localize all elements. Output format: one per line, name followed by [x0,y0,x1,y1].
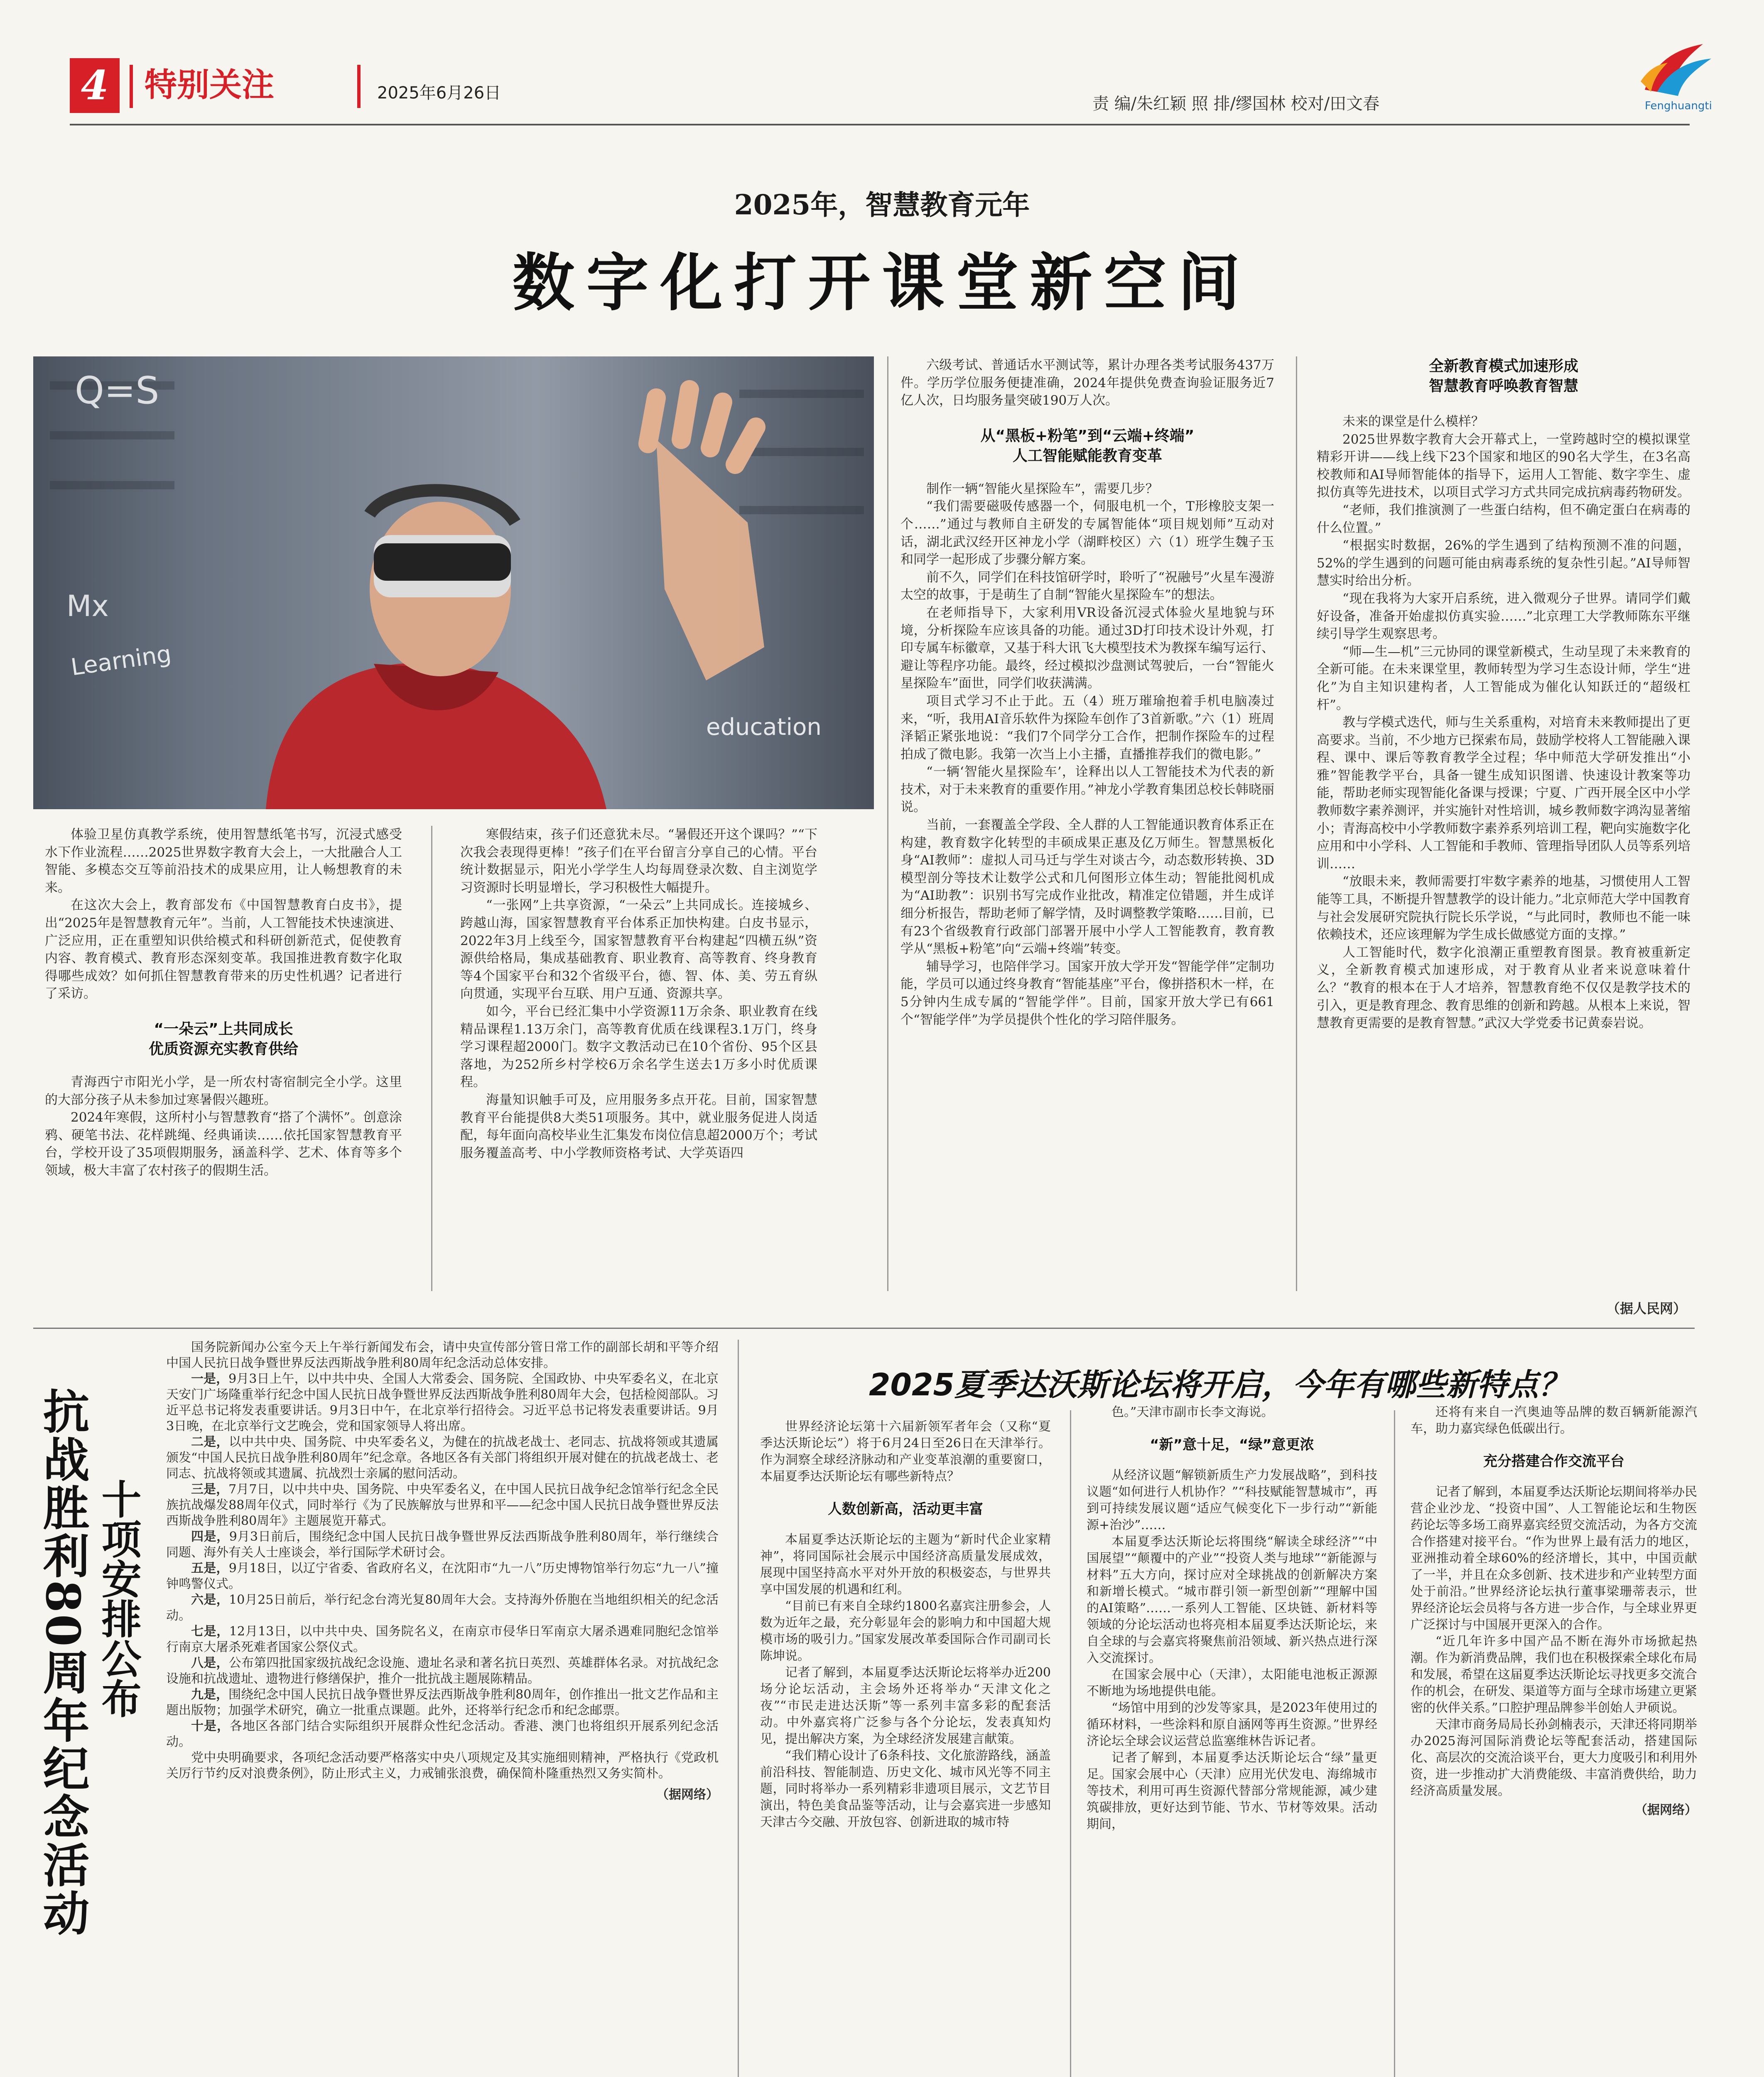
paragraph: “目前已有来自全球约1800名嘉宾注册参会，人数为近年之最，充分彰显年会的影响力和中国超大规模市场的吸引力。”国家发展改革委国际合作司副司长陈坤说。 [760,1599,1051,1663]
paragraph: 2025世界数字教育大会开幕式上，一堂跨越时空的模拟课堂精彩开讲——线上线下23个国家和地区的90名大学生，在3名高校教师和AI导师智能体的指导下，运用人工智能、数字孪生、虚拟仿真等先进技术，以项目式学习方式共同完成抗病毒药物研发。 [1317,432,1690,500]
subheading: “新”意十足，“绿”意更浓 [1150,1436,1314,1453]
paragraph: 记者了解到，本届夏季达沃斯论坛期间将举办民营企业沙龙、“投资中国”、人工智能论坛和生物医药论坛等多场工商界嘉宾经贸交流活动，为各方交流合作搭建对接平台。“作为世界上最有活力的地区，亚洲推动着全球60%的经济增长，其中，中国贡献了一半，并且在众多创新、技术进步和产业转型方面处于前沿。”世界经济论坛执行董事梁珊蒂表示，世界经济论坛会员将与各方进一步合作，与全球业界更广泛探讨与中国展开更深入的合作。 [1411,1485,1697,1632]
item-label: 九是， [191,1687,229,1702]
logo-text: Fenghuangti [1645,100,1712,112]
paragraph: 六级考试、普通话水平测试等，累计办理各类考试服务437万件。学历学位服务便捷准确，2024年提供免费查询验证服务近7亿人次，日均服务量突破190万人次。 [900,358,1274,408]
paragraph: 世界经济论坛第十六届新领军者年会（又称“夏季达沃斯论坛”）将于6月24日至26日在天津举行。作为洞察全球经济脉动和产业变革浪潮的重要窗口，本届夏季达沃斯论坛有哪些新特点？ [760,1419,1051,1484]
story-divider [33,1328,1695,1329]
paragraph: 从经济议题“解锁新质生产力发展战略”，到科技议题“如何进行人机协作？”“科技赋能智慧城市”，再到可持续发展议题“适应气候变化下一步行动”“新能源+治沙”…… [1087,1468,1377,1532]
paragraph: “现在我将为大家开启系统，进入微观分子世界。请同学们戴好设备，准备开始虚拟仿真实验……”北京理工大学教师陈东平继续引导学生观察思考。 [1317,591,1690,642]
item-label: 七是， [191,1624,229,1639]
list-item [166,1529,719,1561]
item-label: 四是， [191,1530,229,1544]
item-label: 六是， [191,1593,229,1607]
lead-col1 [45,826,402,1316]
paragraph: 2024年寒假，这所村小与智慧教育“搭了个满怀”。创意涂鸦、硬笔书法、花样跳绳、经典诵读……依托国家智慧教育平台，学校开设了35项假期服务，涵盖科学、艺术、体育等多个领域，极大丰富了农村孩子的假期生活。 [45,1110,402,1178]
paragraph: 体验卫星仿真教学系统，使用智慧纸笔书写，沉浸式感受水下作业流程……2025世界数字教育大会上，一大批融合人工智能、多模态交互等前沿技术的成果应用，让人畅想教育的未来。 [45,827,402,895]
source-note: （据网络） [656,1787,719,1802]
paragraph: 天津市商务局局长孙剑楠表示，天津还将同期举办2025海河国际消费论坛等配套活动，搭建国际化、高层次的交流洽谈平台，更大力度吸引和利用外资，进一步推动扩大消费能级、丰富消费供给，助力经济高质量发展。 [1411,1717,1697,1798]
list-item [166,1687,719,1719]
column-rule [1394,1410,1395,2077]
page-number-box: 4 [70,58,120,113]
item-label: 五是， [191,1561,229,1576]
davos-col3 [1411,1404,1697,2077]
paragraph: 未来的课堂是什么模样？ [1342,414,1484,429]
paragraph: 党中央明确要求，各项纪念活动要严格落实中央八项规定及其实施细则精神，严格执行《党政机关厉行节约反对浪费条例》，防止形式主义，力戒铺张浪费，确保简朴隆重热烈又务实简朴。 [166,1750,719,1781]
paragraph: “我们精心设计了6条科技、文化旅游路线，涵盖前沿科技、智能制造、历史文化、城市风光等不同主题，同时将举办一系列精彩非遗项目展示，文艺节目演出，特色美食品鉴等活动，让与会嘉宾进一步感知天津古今交融、开放包容、创新进取的城市特 [760,1748,1051,1829]
anniversary-headline: 抗战胜利80周年纪念活动 [35,1387,90,1937]
paragraph: “场馆中用到的沙发等家具，是2023年使用过的循环材料，一些涂料和原自涵网等再生资源。”世界经济论坛全球会议运营总监塞维林告诉记者。 [1087,1701,1377,1748]
item-text: 9月18日，以辽宁省委、省政府名义，在沈阳市“九一八”历史博物馆举行勿忘“九一八”撞钟鸣警仪式。 [166,1561,719,1591]
subheading: 全新教育模式加速形成 智慧教育呼唤教育智慧 [1428,358,1578,395]
item-text: 12月13日，以中共中央、国务院名义，在南京市侵华日军南京大屠杀遇难同胞纪念馆举行南京大屠杀死难者国家公祭仪式。 [166,1624,719,1655]
paragraph: “老师，我们推演测了一些蛋白结构，但不确定蛋白在病毒的什么位置。” [1317,502,1690,535]
lead-kicker: 2025年，智慧教育元年 [734,189,1030,221]
paragraph: 青海西宁市阳光小学，是一所农村寄宿制完全小学。这里的大部分孩子从未参加过寒暑假兴趣班。 [45,1074,402,1107]
item-label: 二是， [191,1435,229,1449]
item-text: 公布第四批国家级抗战纪念设施、遗址名录和著名抗日英烈、英雄群体名录。对抗战纪念设施和抗战遗址、遗物进行修缮保护，推介一批抗战主题展陈精品。 [166,1656,719,1686]
paragraph: “一辆‘智能火星探险车’，诠释出以人工智能技术为代表的新技术，对于未来教育的重要作用。”神龙小学教育集团总校长韩晓丽说。 [900,764,1274,815]
lead-headline: 数字化打开课堂新空间 [512,247,1252,319]
column-rule [1070,1410,1071,2077]
item-text: 各地区各部门结合实际组织开展群众性纪念活动。香港、澳门也将组织开展系列纪念活动。 [166,1719,719,1749]
paragraph: 在国家会展中心（天津），太阳能电池板正源源不断地为场地提供电能。 [1087,1667,1377,1699]
paragraph: 记者了解到，本届夏季达沃斯论坛将举办近200场分论坛活动，主会场外还将举办“天津文化之夜”“市民走进达沃斯”等一系列丰富多彩的配套活动。中外嘉宾将广泛参与各个分论坛，发表真知灼见，提出解决方案，为全球经济发展建言献策。 [760,1665,1051,1746]
column-rule [1296,356,1297,1291]
davos-col1 [760,1419,1051,2077]
list-item [166,1371,719,1434]
paragraph: 本届夏季达沃斯论坛的主题为“新时代企业家精神”，将同国际社会展示中国经济高质量发展成效，展现中国坚持高水平对外开放的积极姿态，与世界共享中国发展的机遇和红利。 [760,1532,1051,1597]
paragraph: “师—生—机”三元协同的课堂新模式，生动呈现了未来教育的全新可能。在未来课堂里，教师转型为学习生态设计师，学生“进化”为自主知识建构者，人工智能成为催化认知跃迁的“超级杠杆”。 [1317,644,1690,712]
paragraph: 国务院新闻办公室今天上午举行新闻发布会，请中央宣传部分管日常工作的副部长胡和平等介绍中国人民抗日战争暨世界反法西斯战争胜利80周年纪念活动总体安排。 [166,1340,719,1370]
phoenix-logo-icon [1632,40,1715,102]
paragraph: 前不久，同学们在科技馆研学时，聆听了“祝融号”火星车漫游太空的故事，于是萌生了自制“智能火星探险车”的想法。 [900,570,1274,603]
paragraph: 寒假结束，孩子们还意犹未尽。“暑假还开这个课吗？”“下次我会表现得更棒！”孩子们在平台留言分享自己的心情。平台统计数据显示，阳光小学学生人均每周登录次数、自主浏览学习资源时长明显增长，学习积极性大幅提升。 [460,827,817,895]
masthead-divider-2 [357,65,361,108]
subheading: 充分搭建合作交流平台 [1483,1453,1624,1470]
vr-student-photo [33,356,874,809]
anniversary-body [166,1340,719,2077]
subheading: 从“黑板+粉笔”到“云端+终端” 人工智能赋能教育变革 [980,427,1195,464]
davos-col2 [1087,1404,1377,2077]
subheading: 人数创新高，活动更丰富 [828,1501,983,1517]
item-text: 7月7日，以中共中央、国务院、中央军委名义，在中国人民抗日战争纪念馆举行纪念全民族抗战爆发88周年仪式，同时举行《为了民族解放与世界和平——纪念中国人民抗日战争暨世界反法西斯战争胜利80周年》主题展览开幕式。 [166,1482,719,1528]
masthead-divider [130,65,133,108]
list-item [166,1434,719,1482]
paragraph: 在老师指导下，大家利用VR设备沉浸式体验火星地貌与环境，分析探险车应该具备的功能。通过3D打印技术设计外观，打印专属车标徽章，又基于科大讯飞大模型技术为教探车编写运行、避让等程序功能。最终，经过模拟沙盘测试驾驶后，一台“智能火星探险车”面世，同学们收获满满。 [900,605,1274,691]
list-item [166,1482,719,1529]
paragraph: “一张网”上共享资源，“一朵云”上共同成长。连接城乡、跨越山海，国家智慧教育平台体系正加快构建。白皮书显示，2022年3月上线至今，国家智慧教育平台构建起“四横五纵”资源供给格局，集成基础教育、职业教育、高等教育、终身教育等4个国家平台和32个省级平台，德、智、体、美、劳五育纵向贯通，实现平台互联、用户互通、资源共享。 [460,898,817,1002]
paragraph: 项目式学习不止于此。五（4）班万璀瑜抱着手机电脑凑过来，“听，我用AI音乐软件为探险车创作了3首新歌。”六（1）班周泽韬正紧张地说：“我们7个同学分工合作，把制作探险车的过程拍成了微电影。我第一次当上小主播，直播推荐我们的微电影。” [900,693,1274,762]
image-word-education: education [706,714,822,741]
issue-date: 2025年6月26日 [377,83,501,103]
column-rule [738,1340,739,2077]
lead-col4 [1317,356,1690,1316]
masthead-rule [70,124,1690,125]
lead-col2 [460,826,817,1316]
paragraph: “根据实时数据，26%的学生遇到了结构预测不准的问题，52%的学生遇到的问题可能由病毒系统的复杂性引起。”AI导师智慧实时给出分析。 [1317,538,1690,589]
item-label: 一是， [191,1372,229,1386]
section-title: 特别关注 [145,66,275,104]
paragraph: “我们需要磁吸传感器一个，伺服电机一个，T形橡胶支架一个……”通过与教师自主研发的专属智能体“项目规划师”互动对话，湖北武汉经开区神龙小学（湖畔校区）六（1）班学生魏子玉和同学一起形成了步骤分解方案。 [900,499,1274,567]
paragraph: “放眼未来，教师需要打牢数字素养的地基，习惯使用人工智能等工具，不断提升智慧教学的设计能力。”北京师范大学中国教育与社会发展研究院执行院长乐学说，“与此同时，教师也不能一味依赖技术，还应该理解为学生成长做感觉方面的支撑。” [1317,874,1690,943]
paragraph: 还将有来自一汽奥迪等品牌的数百辆新能源汽车，助力嘉宾绿色低碳出行。 [1411,1405,1697,1436]
paragraph: 教与学模式迭代，师与生关系重构，对培育未来教师提出了更高要求。当前，不少地方已探索布局，鼓励学校将人工智能融入课程、课中、课后等教育教学全过程；华中师范大学研发推出“小雅”智能教学平台，具备一键生成知识图谱、快速设计教案等功能，帮助老师实现智能化备课与授课；宁夏、广西开展全区中小学教师数字素养测评，并实施针对性培训，城乡教师数字鸿沟显著缩小；青海高校中小学教师数字素养系列培训工程，靶向实施数字化应用和中小学科、人工智能和手教师、管理指导团队人员等系列培训…… [1317,715,1690,872]
column-rule [431,826,432,1291]
paragraph: 记者了解到，本届夏季达沃斯论坛合“绿”量更足。国家会展中心（天津）应用光伏发电、海绵城市等技术，利用可再生资源代替部分常规能源，减少建筑碳排放，更好达到节能、节水、节材等效果。活动期间， [1087,1750,1377,1831]
paragraph: “近几年许多中国产品不断在海外市场掀起热潮。作为新消费品牌，我们也在积极探索全球化布局和发展，希望在这届夏季达沃斯论坛寻找更多交流合作的机会，在研发、渠道等方面与全球市场建立更紧密的伙伴关系。”口腔护理品牌参半创始人尹硕说。 [1411,1634,1697,1715]
paragraph: 如今，平台已经汇集中小学资源11万余条、职业教育在线精品课程1.13万余门，高等教育优质在线课程3.1万门，终身学习课程超2000门。数字文教活动已在10个省份、95个区县落地，为252所乡村学校6万余名学生送去1万多小时优质课程。 [460,1004,817,1090]
list-item [166,1561,719,1592]
davos-headline: 2025夏季达沃斯论坛将开启，今年有哪些新特点？ [869,1367,1569,1403]
paragraph: 制作一辆“智能火星探险车”，需要几步？ [926,481,1158,496]
anniversary-subheadline: 十项安排公布 [95,1479,142,1718]
item-text: 9月3日前后，围绕纪念中国人民抗日战争暨世界反法西斯战争胜利80周年，举行继续合同题、海外有关人士座谈会，举行国际学术研讨会。 [166,1530,719,1560]
paragraph: 海量知识触手可及，应用服务多点开花。目前，国家智慧教育平台能提供8大类51项服务。其中，就业服务促进人岗适配，每年面向高校毕业生汇集发布岗位信息超2000万个；考试服务覆盖高考、中小学教师资格考试、大学英语四 [460,1092,817,1161]
item-text: 围绕纪念中国人民抗日战争暨世界反法西斯战争胜利80周年，创作推出一批文艺作品和主题出版物；加强学术研究，确立一批重点课题。此外，还将举行纪念币和纪念邮票。 [166,1687,719,1718]
column-rule [887,356,888,1291]
list-item [166,1655,719,1687]
item-label: 三是， [191,1482,229,1497]
image-word-learning: Learning [69,640,173,681]
list-item [166,1624,719,1655]
list-item [166,1719,719,1750]
image-formula-2: Mx [66,589,109,623]
item-label: 十是， [191,1719,230,1733]
paragraph: 当前，一套覆盖全学段、全人群的人工智能通识教育体系正在构建，教育数字化转型的丰硕成果正惠及亿万师生。智慧黑板化身“AI教师”：虚拟人司马迁与学生对谈古今，动态数形转换、3D模型剖分等技术让数学公式和几何图形立体生动；智能批阅机成为“AI助教”：识别书写完成作业批改，精准定位错题，并生成详细分析报告，帮助老师了解学情，及时调整教学策略……目前，已有23个省级教育行政部门部署开展中小学人工智能教育，教育教学从“黑板+粉笔”向“云端+终端”转变。 [900,818,1274,957]
item-label: 八是， [191,1656,229,1670]
paragraph: 人工智能时代，数字化浪潮正重塑教育图景。教育被重新定义，全新教育模式加速形成，对于教育从业者来说意味着什么？“教育的根本在于人才培养，智慧教育绝不仅仅是教学技术的引入，更是教育理念、教育思维的创新和跨越。从根本上来说，智慧教育更需要的是教育智慧。”武汉大学党委书记黄泰岩说。 [1317,945,1690,1031]
source-note: （据人民网） [1606,1301,1686,1316]
editors-credit: 责 编/朱红颖 照 排/缪国林 校对/田文春 [1092,94,1380,113]
lead-col3 [900,356,1274,1316]
item-text: 9月3日上午，以中共中央、全国人大常委会、国务院、全国政协、中央军委名义，在北京天安门广场隆重举行纪念中国人民抗日战争暨世界反法西斯战争胜利80周年大会，包括检阅部队。习近平总书记将发表重要讲话。9月3日中午，在北京举行招待会。习近平总书记将发表重要讲话。9月3日晚，在北京举行文艺晚会，党和国家领导人将出席。 [166,1372,719,1434]
paragraph: 本届夏季达沃斯论坛将围绕“解读全球经济”“中国展望”“颠覆中的产业”“投资人类与地球”“新能源与材料”五大方向，探讨应对全球挑战的创新解决方案和新增长模式。“城市群引领一新型创新”“理解中国的AI策略”……一系列人工智能、区块链、新材料等领域的分论坛活动也将亮相本届夏季达沃斯论坛，来自全球的与会嘉宾将聚焦前沿领域、新兴热点进行深入交流探讨。 [1087,1534,1377,1665]
paragraph: 在这次大会上，教育部发布《中国智慧教育白皮书》，提出“2025年是智慧教育元年”。当前，人工智能技术快速演进、广泛应用，正在重塑知识供给模式和科研创新范式，促使教育内容、教育模式、教育形态深刻变革。我国推进教育数字化取得哪些成效？如何抓住智慧教育带来的历史性机遇？记者进行了采访。 [45,898,402,1002]
item-text: 10月25日前后，举行纪念台湾光复80周年大会。支持海外侨胞在当地组织相关的纪念活动。 [166,1593,719,1623]
paragraph: 色。”天津市副市长李文海说。 [1111,1405,1274,1419]
image-formula: Q=S [75,369,159,412]
paragraph: 辅导学习，也陪伴学习。国家开放大学开发“智能学伴”定制功能，学员可以通过终身教育“智能基座”平台，像拼搭积木一样，在5分钟内生成专属的“智能学伴”。目前，国家开放大学已有661个“智能学伴”为学员提供个性化的学习陪伴服务。 [900,959,1274,1027]
list-item [166,1592,719,1624]
subheading: “一朵云”上共同成长 优质资源充实教育供给 [148,1020,298,1058]
item-text: 以中共中央、国务院、中央军委名义，为健在的抗战老战士、老同志、抗战将领或其遗属颁发“中国人民抗日战争胜利80周年”纪念章。各地区各有关部门将组织开展对健在的抗战老战士、老同志、抗战将领或其遗属、抗战烈士亲属的慰问活动。 [166,1435,719,1481]
source-note: （据网络） [1635,1803,1697,1817]
